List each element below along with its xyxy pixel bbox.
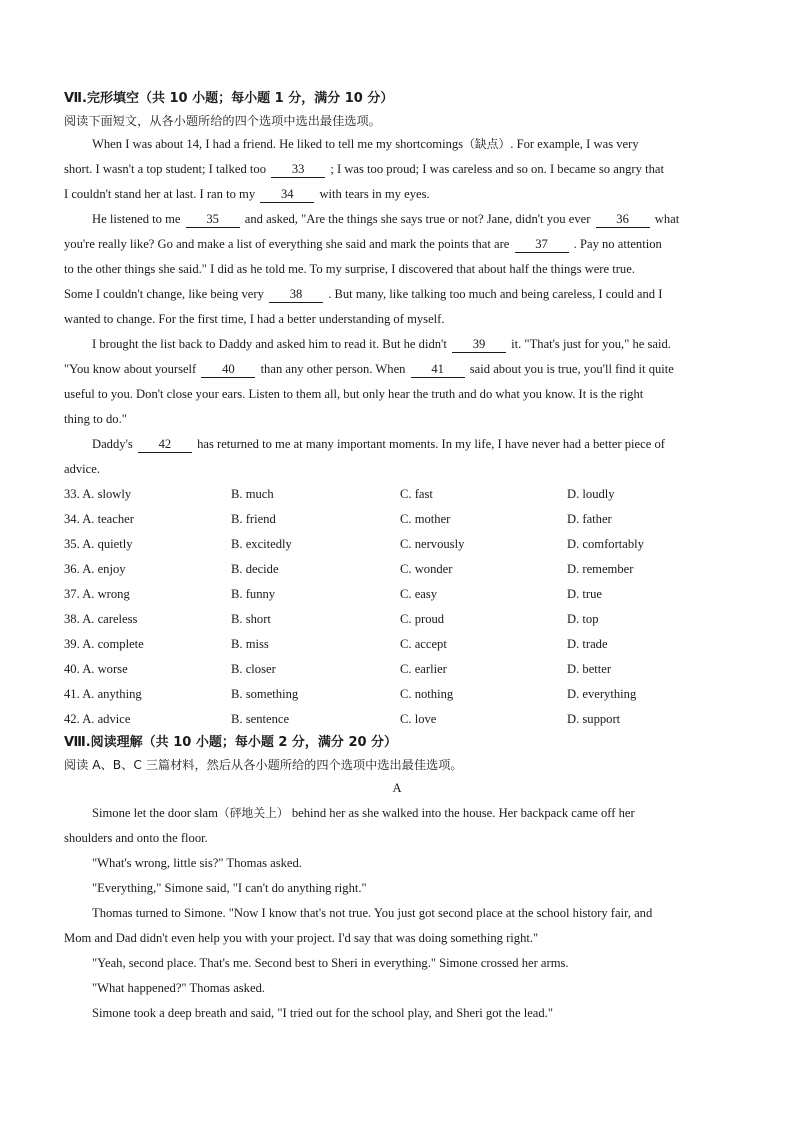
- passage-line: [64, 432, 730, 457]
- option-d[interactable]: D. better: [567, 662, 612, 676]
- passage-line: to the other things she said." I did as he told me. To my surprise, I discovered that about half the things were true.: [64, 262, 635, 276]
- option-b[interactable]: B. short: [231, 612, 271, 626]
- text: Daddy's: [92, 437, 133, 451]
- option-d[interactable]: D. remember: [567, 562, 634, 576]
- option-b[interactable]: B. much: [231, 487, 274, 501]
- option-c[interactable]: C. nervously: [400, 537, 465, 551]
- option-a[interactable]: 36. A. enjoy: [64, 562, 126, 576]
- text: behind her as she walked into the house. Her backpack came off her: [291, 806, 635, 820]
- question-34-options: [64, 507, 730, 532]
- question-40-options: [64, 657, 730, 682]
- passage-line: useful to you. Don't close your ears. Listen to them all, but only hear the truth and do what you know. It is the right: [64, 387, 644, 401]
- option-c[interactable]: C. wonder: [400, 562, 453, 576]
- text: He listened to me: [92, 212, 181, 226]
- question-37-options: [64, 582, 730, 607]
- passage-line: [64, 207, 730, 232]
- story-line: shoulders and onto the floor.: [64, 831, 208, 845]
- option-c[interactable]: C. nothing: [400, 687, 454, 701]
- text: has returned to me at many important moments. In my life, I have never had a better piece of: [197, 437, 665, 451]
- story-line: "Everything," Simone said, "I can't do anything right.": [92, 881, 367, 895]
- question-41-options: [64, 682, 730, 707]
- passage-line: [64, 132, 730, 157]
- question-35-options: [64, 532, 730, 557]
- option-d[interactable]: D. loudly: [567, 487, 615, 501]
- text: you're really like? Go and make a list of everything she said and mark the points that are: [64, 237, 510, 251]
- option-b[interactable]: B. something: [231, 687, 299, 701]
- option-a[interactable]: 38. A. careless: [64, 612, 138, 626]
- text: . But many, like talking too much and being careless, I could and I: [328, 287, 663, 301]
- option-c[interactable]: C. earlier: [400, 662, 447, 676]
- option-d[interactable]: D. comfortably: [567, 537, 644, 551]
- option-c[interactable]: C. easy: [400, 587, 438, 601]
- option-d[interactable]: D. support: [567, 712, 621, 726]
- option-c[interactable]: C. proud: [400, 612, 445, 626]
- text: what: [654, 212, 680, 226]
- blank-38[interactable]: 38: [269, 286, 323, 303]
- options-list: [64, 482, 730, 732]
- story-line: Thomas turned to Simone. "Now I know that's not true. You just got second place at the school history fair, and: [92, 906, 653, 920]
- blank-39[interactable]: 39: [452, 336, 506, 353]
- text: . Pay no attention: [573, 237, 662, 251]
- option-a[interactable]: 37. A. wrong: [64, 587, 130, 601]
- blank-40[interactable]: 40: [201, 361, 255, 378]
- option-a[interactable]: 35. A. quietly: [64, 537, 133, 551]
- blank-36[interactable]: 36: [596, 211, 650, 228]
- text: . For example, I was very: [510, 137, 639, 151]
- text: ; I was too proud; I was careless and so on. I became so angry that: [330, 162, 664, 176]
- content: [64, 88, 730, 1026]
- passage-line: thing to do.": [64, 412, 127, 426]
- text: with tears in my eyes.: [319, 187, 430, 201]
- passage-line: [64, 332, 730, 357]
- text: Some I couldn't change, like being very: [64, 287, 264, 301]
- option-a[interactable]: 42. A. advice: [64, 712, 131, 726]
- text: and asked, "Are the things she says true or not? Jane, didn't you ever: [244, 212, 591, 226]
- blank-42[interactable]: 42: [138, 436, 192, 453]
- blank-35[interactable]: 35: [186, 211, 240, 228]
- option-d[interactable]: D. trade: [567, 637, 608, 651]
- text: it. "That's just for you," he said.: [511, 337, 671, 351]
- option-a[interactable]: 41. A. anything: [64, 687, 142, 701]
- story-line: "What happened?" Thomas asked.: [92, 981, 266, 995]
- option-b[interactable]: B. friend: [231, 512, 276, 526]
- option-d[interactable]: D. true: [567, 587, 602, 601]
- text: Simone let the door slam: [92, 806, 218, 820]
- section8-instruction: 阅读 A、B、C 三篇材料，然后从各小题所给的四个选项中选出最佳选项。: [64, 758, 463, 772]
- text: than any other person. When: [260, 362, 406, 376]
- blank-37[interactable]: 37: [515, 236, 569, 253]
- blank-41[interactable]: 41: [411, 361, 465, 378]
- passage-line: [64, 157, 730, 182]
- option-b[interactable]: B. decide: [231, 562, 279, 576]
- passage-line: advice.: [64, 462, 101, 476]
- question-38-options: [64, 607, 730, 632]
- story-line: "What's wrong, little sis?" Thomas asked.: [92, 856, 302, 870]
- option-b[interactable]: B. miss: [231, 637, 269, 651]
- section8-heading: Ⅷ.阅读理解（共 10 小题；每小题 2 分，满分 20 分）: [64, 735, 398, 750]
- section7-heading: Ⅶ.完形填空（共 10 小题；每小题 1 分，满分 10 分）: [64, 91, 394, 106]
- option-a[interactable]: 34. A. teacher: [64, 512, 134, 526]
- option-a[interactable]: 33. A. slowly: [64, 487, 132, 501]
- gloss: （缺点）: [463, 137, 511, 151]
- option-b[interactable]: B. closer: [231, 662, 276, 676]
- passage-line: [64, 282, 730, 307]
- option-c[interactable]: C. mother: [400, 512, 451, 526]
- option-c[interactable]: C. love: [400, 712, 437, 726]
- question-36-options: [64, 557, 730, 582]
- text: I brought the list back to Daddy and asked him to read it. But he didn't: [92, 337, 447, 351]
- passage-line: [64, 182, 730, 207]
- story-line: [64, 801, 730, 826]
- question-39-options: [64, 632, 730, 657]
- passage-line: [64, 357, 730, 382]
- option-c[interactable]: C. accept: [400, 637, 447, 651]
- option-a[interactable]: 40. A. worse: [64, 662, 128, 676]
- story-line: "Yeah, second place. That's me. Second best to Sheri in everything." Simone crossed her arms.: [92, 956, 569, 970]
- passage-line: wanted to change. For the first time, I had a better understanding of myself.: [64, 312, 445, 326]
- gloss: （砰地关上）: [217, 806, 289, 820]
- text: short. I wasn't a top student; I talked too: [64, 162, 266, 176]
- option-d[interactable]: D. everything: [567, 687, 637, 701]
- section7-instruction: 阅读下面短文，从各小题所给的四个选项中选出最佳选项。: [64, 114, 381, 128]
- text: When I was about 14, I had a friend. He liked to tell me my shortcomings: [92, 137, 464, 151]
- option-b[interactable]: B. funny: [231, 587, 276, 601]
- story-line: Simone took a deep breath and said, "I tried out for the school play, and Sheri got the lead.": [92, 1006, 553, 1020]
- passage-a-label: A: [392, 781, 402, 795]
- text: said about you is true, you'll find it quite: [469, 362, 674, 376]
- story-line: Mom and Dad didn't even help you with your project. I'd say that was doing something right.": [64, 931, 539, 945]
- question-33-options: [64, 482, 730, 507]
- option-c[interactable]: C. fast: [400, 487, 433, 501]
- option-d[interactable]: D. top: [567, 612, 599, 626]
- option-b[interactable]: B. sentence: [231, 712, 290, 726]
- option-d[interactable]: D. father: [567, 512, 612, 526]
- option-b[interactable]: B. excitedly: [231, 537, 292, 551]
- passage-line: [64, 232, 730, 257]
- blank-33[interactable]: 33: [271, 161, 325, 178]
- question-42-options: [64, 707, 730, 732]
- option-a[interactable]: 39. A. complete: [64, 637, 144, 651]
- text: "You know about yourself: [64, 362, 197, 376]
- text: I couldn't stand her at last. I ran to my: [64, 187, 256, 201]
- blank-34[interactable]: 34: [260, 186, 314, 203]
